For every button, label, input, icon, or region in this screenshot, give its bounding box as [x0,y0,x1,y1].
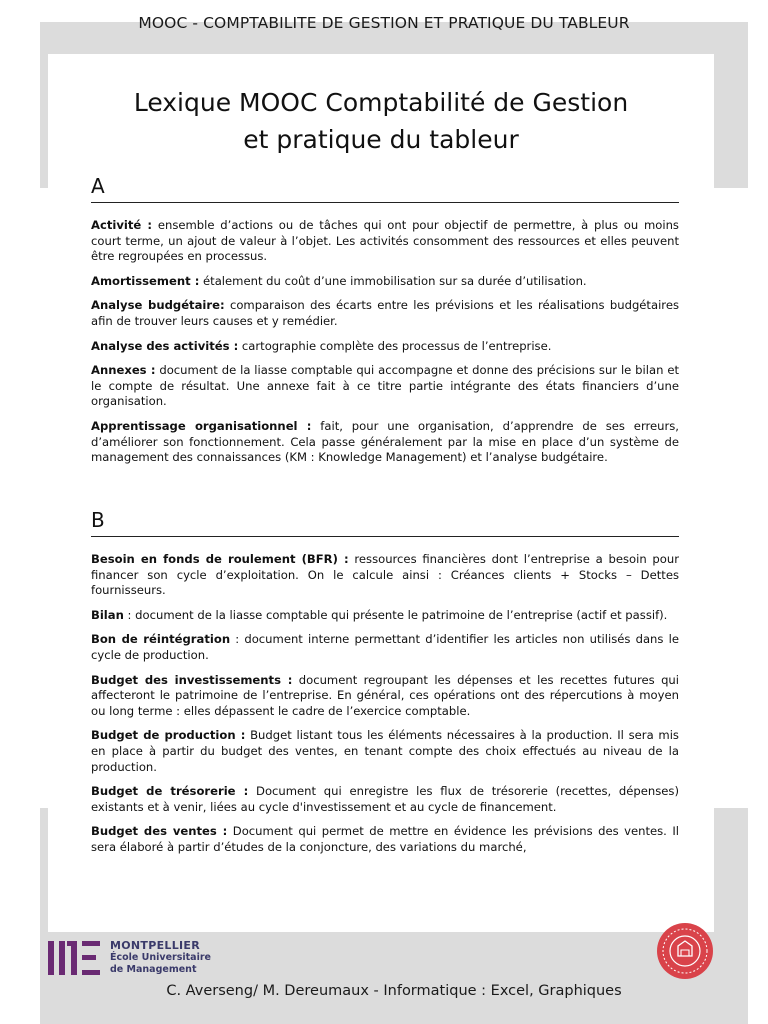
entry-term: Budget de trésorerie : [91,784,249,799]
glossary-entry [91,298,679,329]
entry-term: Budget des investissements : [91,672,293,687]
title-line-1: Lexique MOOC Comptabilité de Gestion [133,88,629,117]
section-letter-b: B [91,508,105,532]
entry-definition: ressources financières dont l’entreprise a besoin pour financer son cycle d’exploitation. On le calcule ainsi : Créances clients + Stocks – Dettes fournisseurs. [91,552,679,598]
right-margin-band [714,46,748,188]
entry-definition: Document qui permet de mettre en évidence les prévisions des ventes. Il sera élaboré à partir d’études de la conjoncture, des variations du marché, [91,824,679,854]
iae-logo-text [110,940,211,974]
glossary-entry [91,363,679,410]
university-seal-icon [656,922,714,980]
entry-term: Analyse des activités : [91,338,239,353]
glossary-entry [91,728,679,775]
iae-logo [48,938,211,976]
glossary-entry [91,218,679,265]
entry-term: Apprentissage organisationnel : [91,418,312,433]
left-margin-band-bottom [40,808,48,942]
entry-term: Budget des ventes : [91,824,228,839]
entry-definition: : document de la liasse comptable qui présente le patrimoine de l’entreprise (actif et passif). [123,607,668,622]
entry-term: Annexes : [91,363,156,378]
entry-definition: : document interne permettant d’identifier les articles non utilisés dans le cycle de production. [91,632,679,662]
entry-definition: cartographie complète des processus de l’entreprise. [238,338,552,353]
entry-term: Bon de réintégration [91,632,231,647]
entry-definition: ensemble d’actions ou de tâches qui ont pour objectif de permettre, à plus ou moins court terme, un ajout de valeur à l’objet. Les activités consomment des ressources et elles peuvent être regroupées en processus. [91,218,679,264]
entry-definition: document regroupant les dépenses et les recettes futures qui affecteront le patrimoine de l’entreprise. En général, ces opérations ont des répercutions à moyen ou long terme : elles dépassent le cadre de l’exercice comptable. [91,672,680,718]
entry-term: Besoin en fonds de roulement (BFR) : [91,552,349,566]
glossary-entry [91,419,679,466]
left-margin-band [40,46,48,188]
glossary-entry [91,552,679,599]
glossary-entry [91,784,679,815]
entry-definition: comparaison des écarts entre les prévisions et les réalisations budgétaires afin de trouver leurs causes et y remédier. [91,298,679,328]
header-title: MOOC - COMPTABILITE DE GESTION ET PRATIQUE DU TABLEUR [138,14,630,32]
entry-definition: document de la liasse comptable qui accompagne et donne des précisions sur le bilan et le compte de résultat. Une annexe fait à ce titre partie intégrante des états financiers d’une organisation. [91,363,679,409]
title-line-2: et pratique du tableur [243,125,519,154]
entry-definition: Budget listant tous les éléments nécessaires à la production. Il sera mis en place à partir du budget des ventes, en tenant compte des choix effectués au niveau de la production. [91,728,679,774]
entry-definition: Document qui enregistre les flux de trésorerie (recettes, dépenses) existants et à venir, liées au cycle d'investissement et au cycle de financement. [91,784,679,814]
section-letter-a: A [91,174,105,198]
glossary-entry [91,274,679,290]
entry-term: Analyse budgétaire: [91,298,225,313]
entry-term: Budget de production : [91,728,246,743]
entry-definition: fait, pour une organisation, d’apprendre de ses erreurs, d’améliorer son fonctionnement. Cela passe généralement par la mise en place d’un système de management des connaissances (KM : Knowledge Management) et l’analyse budgétaire. [91,418,679,465]
entries-section-a [91,218,679,475]
footer-credit: C. Averseng/ M. Dereumaux - Informatique : Excel, Graphiques [166,983,622,999]
entries-section-b [91,552,679,865]
iae-logo-mark [48,939,100,975]
glossary-entry [91,673,679,720]
section-divider-a [91,202,679,203]
entry-term: Activité : [91,218,153,232]
document-title [48,84,714,158]
entry-term: Amortissement : [91,273,200,288]
logo-line-1: MONTPELLIER [110,939,200,952]
glossary-entry [91,824,679,855]
glossary-entry [91,608,679,624]
logo-line-3: de Management [110,963,197,975]
right-margin-band-bottom [714,808,748,942]
document-page [48,54,714,932]
glossary-entry [91,339,679,355]
entry-definition: étalement du coût d’une immobilisation sur sa durée d’utilisation. [199,273,587,288]
glossary-entry [91,632,679,663]
section-divider-b [91,536,679,537]
logo-line-2: École Universitaire [110,952,211,963]
entry-term: Bilan [91,607,124,622]
